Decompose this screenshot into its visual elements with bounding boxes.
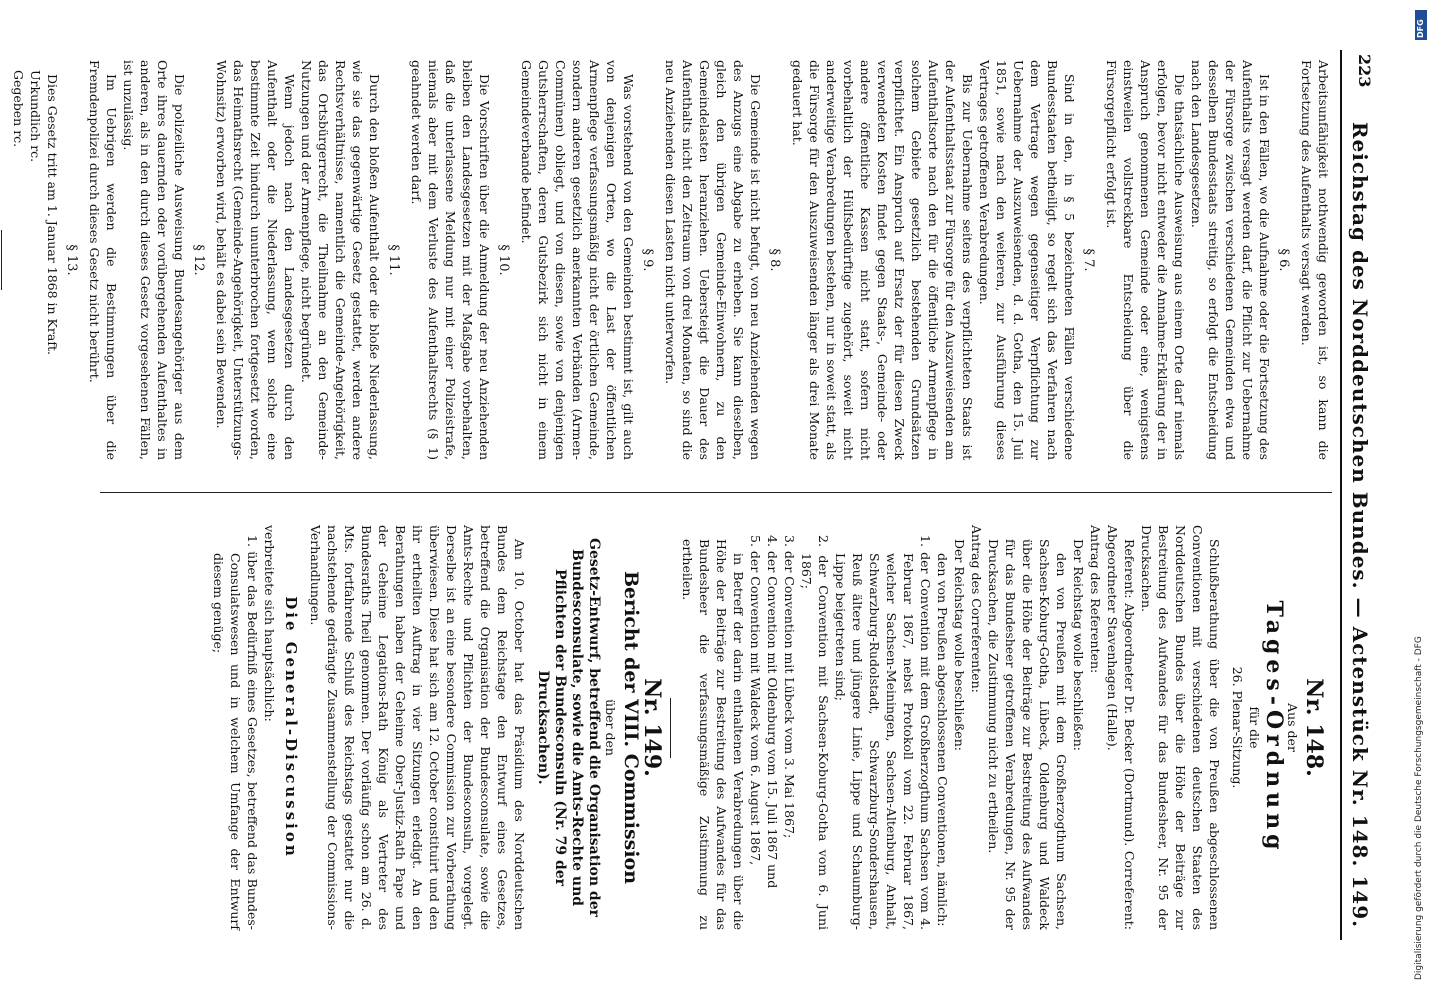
agenda-title: Tages-Ordnung xyxy=(1261,600,1287,855)
paragraph: Sind in den, in § 5 bezeichneten Fällen verschiedene Bundesstaaten betheiligt, so regelt sich das Verfahren nach dem Vertrage wegen gegenseitiger Verpflichtung zur Uebernahme der Auszuweisenden, d. d. Gotha, den 15. Juli 1851, sowie nach den weiteren, zur Ausführung dieses Vertrages getroffenen Verabredungen. xyxy=(977,60,1077,460)
list-item xyxy=(798,525,832,930)
digitisation-note-text: Digitalisierung gefördert durch die Deutsche Forschungsgemeinschaft - DFG xyxy=(1414,636,1424,980)
section-heading: § 11. xyxy=(386,244,401,276)
section-heading: § 7. xyxy=(1081,248,1096,272)
paragraph: Referent: Abgeordneter Dr. Becker (Dortmund). Correferent: Abgeordneter Stavenhagen (Halle). xyxy=(1105,525,1137,930)
closing-rule xyxy=(1,230,2,290)
paragraph: Antrag des Referenten: xyxy=(1088,525,1103,674)
paragraph: Der Reichstag wolle beschließen: xyxy=(1071,539,1086,751)
list-item xyxy=(781,525,798,930)
paragraph: Der Reichstag wolle beschließen: xyxy=(952,539,967,751)
paragraph: Die Gemeinde ist nicht befugt, von neu Anziehenden wegen des Anzugs eine Abgabe zu erheben. Sie kann dieselben, gleich den übrigen Gemeinde-Einwohnern, zu den Gemeindelasten heranziehen. Uebersteigt die Dauer des Aufenthalts nicht den Zeitraum von drei Monaten, so sind die neu Anziehenden diesen Lasten nicht unterworfen. xyxy=(663,60,763,460)
section-rule xyxy=(670,698,671,758)
list-item-text: der Convention mit Lübeck vom 3. Mai 1867; xyxy=(782,550,797,839)
list-item xyxy=(764,525,781,930)
document-number: Nr. 149. xyxy=(639,678,665,777)
paragraph: Im Uebrigen werden die Bestimmungen über die Fremdenpolizei durch dieses Gesetz nicht berührt. xyxy=(87,60,119,460)
dfg-logo-text: DFG xyxy=(1416,19,1425,38)
paragraph: den von Preußen mit dem Großherzogthum Sachsen, Sachsen-Koburg-Gotha, Lübeck, Oldenburg und Waldeck über die Höhe der Beiträge zur Bestreitung des Aufwandes für das Bundesheer getroffenen Verabredungen, Nr. 95 der Drucksachen, die Zustimmung nicht zu ertheilen. xyxy=(986,539,1069,930)
signature-line: Urkundlich rc. xyxy=(28,70,43,163)
paragraph: Dies Gesetz tritt am 1. Januar 1868 in Kraft. xyxy=(45,74,60,355)
subheading: Aus der xyxy=(1285,703,1300,752)
paragraph: Antrag des Correferenten: xyxy=(969,525,984,693)
section-heading: § 10. xyxy=(496,244,511,276)
list-item-text: der Convention mit Oldenburg vom 15. Juli 1867 und xyxy=(765,550,780,889)
paragraph: Durch den bloßen Aufenthalt oder die bloße Niederlassung, wie sie das gegenwärtige Gesetz gestattet, werden andere Rechtsverhältnisse, namentlich die Gemeinde-Angehörigkeit, das Ortsbürgerrecht, die Theilnahme an den Gemeinde-Nutzungen und der Armenpflege, nicht begründet. xyxy=(299,60,382,460)
list-item-text: der Convention mit dem Großherzogthum Sachsen vom 4. Februar 1867, nebst Protokoll vom 22. Februar 1867, welcher Sachsen-Meiningen, Sachsen-Altenburg, Anhalt, Schwarzburg-Rudolstadt, Schwarzburg-Sondershausen, Reuß ältere und jüngere Linie, Lippe und Schaumburg-Lippe beigetreten sind; xyxy=(833,552,933,930)
paragraph: Bis zur Uebernahme seitens des verpflichteten Staats ist der Aufenthaltsstaat zur Fürsorge für den Auszuweisenden am Aufenthaltsorte nach den für die öffentliche Armenpflege in solchem Gebiete gesetzlich bestehenden Grundsätzen verpflichtet. Ein Anspruch auf Ersatz der für diesen Zweck verwendeten Kosten findet gegen Staats-, Gemeinde- oder andere öffentliche Kassen nicht statt, sofern nicht vorbehaltlich der Hülfsbedürftige zugehört, soweit nicht anderweitige Verabredungen bestehen, nur in soweit statt, als die Fürsorge für den Auszuweisenden länger als drei Monate gedauert hat. xyxy=(790,60,975,460)
list-item-number: 3. xyxy=(782,535,797,547)
dfg-logo xyxy=(1415,10,1427,40)
document-number: Nr. 148. xyxy=(1301,678,1327,777)
subheading: für die xyxy=(1247,706,1262,749)
list-item-number: 4. xyxy=(765,535,780,547)
signature-line: Gegeben rc. xyxy=(11,70,26,148)
paragraph: Am 10. October hat das Präsidium des Norddeutschen Bundes dem Reichstage den Entwurf eines Gesetzes, betreffend die Organisation der Bundesconsulate, sowie die Amts-Rechte und Pflichten der Bundesconsuln, vorgelegt. Derselbe ist an eine besondere Commission zur Vorberathung überwiesen. Diese hat sich am 12. October constituirt und den ihr ertheilten Auftrag in vier Sitzungen erledigt. An den Berathungen haben der Geheime Ober-Justiz-Rath Pape und der Geheime Legations-Rath König als Vertreter des Bundesraths Theil genommen. Der vorläufig schon am 26. d. Mts. fortfahrende Schluß des Reichstags gestattet nur die nachstehende gedrängte Zusammenstellung der Commissions-Verhandlungen. xyxy=(308,525,527,930)
subheading: über den xyxy=(603,699,618,756)
running-head: Reichstag des Norddeutschen Bundes. — Actenstück Nr. 148. 149. xyxy=(1348,121,1372,929)
section-heading: § 13. xyxy=(64,244,79,276)
paragraph: verbreitete sich hauptsächlich: xyxy=(262,525,277,722)
left-column xyxy=(0,60,1332,460)
convention-list xyxy=(747,525,934,930)
list-item-number: 1. xyxy=(918,535,933,547)
paragraph: Die polizeiliche Ausweisung Bundesangehöriger aus dem Orte ihres dauernden oder vorübergehenden Aufenthaltes in anderen, als in den durch dieses Gesetz vorgesehenen Fällen, ist unzulässig. xyxy=(121,60,187,460)
list-item xyxy=(747,525,764,930)
section-heading: § 6. xyxy=(1276,248,1291,272)
session-title: 26. Plenar-Sitzung. xyxy=(1230,666,1245,789)
paragraph: Was vorstehend von den Gemeinden bestimmt ist, gilt auch von denjenigen Orten, wo die Last der öffentlichen Armenpflege verfassungsmäßig nicht der örtlichen Gemeinde, sondern anderen gesetzlich anerkannten Verbänden (Armen-Commünen) obliegt, und von diesen, sowie von denjenigen Gutsherrschaften, deren Gutsbezirk sich nicht in einem Gemeindeverbande befindet. xyxy=(519,60,636,460)
column-divider xyxy=(100,492,1332,493)
report-title: Bericht der VIII. Commission xyxy=(620,570,642,885)
paragraph: Schlußberathung über die von Preußen abgeschlossenen Conventionen mit verschiedenen deutschen Staaten des Norddeutschen Bundes über die Höhe der Beiträge zur Bestreitung des Aufwandes für das Bundesheer, Nr. 95 der Drucksachen. xyxy=(1139,525,1222,930)
section-heading: § 9. xyxy=(640,248,655,272)
list-item-text: der Convention mit Sachsen-Koburg-Gotha vom 6. Juni 1867; xyxy=(799,553,831,930)
general-discussion-heading: Die General-Discussion xyxy=(282,596,300,859)
list-item-text: der Convention mit Waldeck vom 6. August 1867, xyxy=(748,550,763,866)
page-number: 223 xyxy=(1355,54,1374,88)
list-item-number: 2. xyxy=(816,535,831,547)
paragraph: den von Preußen abgeschlossenen Conventionen, nämlich: xyxy=(935,553,950,927)
header-rule xyxy=(1340,50,1342,940)
paragraph: Ist in den Fällen, wo die Aufnahme oder die Fortsetzung des Aufenthalts versagt werden darf, die Pflicht zur Uebernahme der Fürsorge zwischen verschiedenen Gemeinden etwa und desselben Bundesstaats streitig, so erfolgt die Entscheidung nach den Landesgesetzen. xyxy=(1189,60,1272,460)
list-item: 1. über das Bedürfniß eines Gesetzes, betreffend das Bundes-Consulatswesen und in welchem Umfange der Entwurf diesem genüge; xyxy=(211,535,260,930)
section-heading: § 12. xyxy=(191,244,206,276)
paragraph: Arbeitsunfähigkeit nothwendig geworden ist, so kann die Fortsetzung des Aufenthalts versagt werden. xyxy=(1299,60,1331,460)
bill-title: Gesetz-Entwurf, betreffend die Organisation der Bundesconsulate, sowie die Amts-Rechte und Pflichten der Bundesconsuln (Nr. 79 der Drucksachen). xyxy=(535,538,602,917)
paragraph: Wenn jedoch nach den Landesgesetzen durch den Aufenthalt oder die Niederlassung, wenn solche eine bestimmte Zeit hindurch ununterbrochen fortgesetzt worden, das Heimathsrecht (Gemeinde-Angehörigkeit, Unterstützungs-Wohnsitz) erworben wird, behält es dabei sein Bewenden. xyxy=(214,60,297,460)
paragraph: in Betreff der darin enthaltenen Verabredungen über die Höhe der Beiträge zur Bestreitung des Aufwandes für das Bundesheer die verfassungsmäßige Zustimmung zu ertheilen. xyxy=(680,539,746,930)
list-item-number: 5. xyxy=(748,535,763,547)
section-heading: § 8. xyxy=(767,248,782,272)
digitisation-note xyxy=(1412,10,1428,990)
paragraph: Die Vorschriften über die Anmeldung der neu Anziehenden bleiben den Landesgesetzen mit der Maßgabe vorbehalten, daß die unterlassene Meldung nur mit einer Polizeistrafe, niemals aber mit dem Verluste des Aufenthaltsrechts (§ 1) geahndet werden darf. xyxy=(409,60,492,460)
list-item xyxy=(832,525,934,930)
right-column xyxy=(210,525,1332,930)
paragraph: Die thatsächliche Ausweisung aus einem Orte darf niemals erfolgen, bevor nicht entweder die Annahme-Erklärung der in Anspruch genommenen Gemeinde oder eine, wenigstens einstweilen vollstreckbare Entscheidung über die Fürsorgepflicht erfolgt ist. xyxy=(1104,60,1187,460)
